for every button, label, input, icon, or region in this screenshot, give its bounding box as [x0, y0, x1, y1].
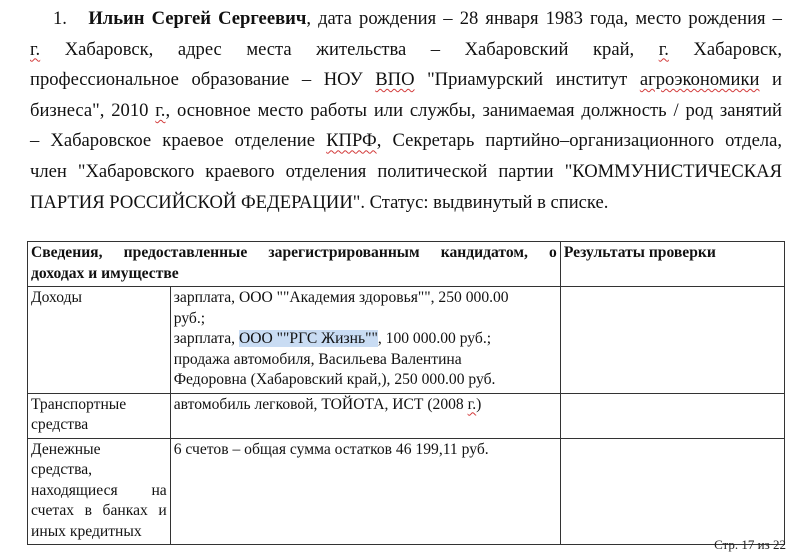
label-line: Транспортные — [31, 395, 127, 413]
paragraph-line-4 — [30, 96, 782, 127]
header-line-2: доходах и имуществе — [31, 264, 179, 282]
text-word: и — [759, 69, 783, 91]
paragraph-line-3 — [30, 65, 782, 96]
income-value — [170, 287, 560, 394]
label-line — [31, 481, 167, 502]
page-counter: Стр. 17 из 22 — [714, 537, 786, 552]
transport-value — [170, 393, 560, 438]
birth-info: , дата рождения – 28 января 1983 года, место рождения – — [306, 8, 782, 29]
text-position: , Секретарь партийно–организационного отдела, — [376, 130, 783, 152]
paragraph-line-5 — [30, 126, 782, 157]
spell-word-g: г. — [467, 395, 477, 413]
spell-word-vpo: ВПО — [375, 69, 415, 91]
status-text: Статус: выдвинутый в списке. — [369, 191, 609, 213]
paragraph-line-1 — [30, 4, 782, 35]
paragraph-line-6: член "Хабаровского краевого отделения политической партии "КОММУНИСТИЧЕСКАЯ — [30, 160, 782, 182]
label-line — [31, 501, 167, 522]
paragraph-line-2 — [30, 35, 782, 66]
text-dash: – — [430, 38, 441, 60]
income-line — [174, 329, 557, 350]
spell-word-kprf: КПРФ — [326, 130, 377, 152]
text-word: адрес — [177, 38, 222, 60]
income-line: руб.; — [173, 309, 206, 327]
label-word: на — [151, 481, 167, 499]
table-header-row — [28, 242, 785, 287]
row-label-income: Доходы — [28, 287, 171, 394]
spell-word-g: г. — [658, 38, 669, 60]
selected-text[interactable]: ООО ""РГС Жизнь"" — [238, 330, 378, 347]
result-cell — [560, 287, 784, 394]
text-word: жительства — [316, 38, 407, 60]
result-cell — [560, 438, 784, 545]
row-label-money — [28, 438, 171, 545]
text-party: ПАРТИЯ РОССИЙСКОЙ ФЕДЕРАЦИИ". — [30, 191, 370, 213]
label-word: счетах в банках — [31, 502, 148, 519]
income-text: , 100 000.00 руб.; — [377, 330, 492, 347]
header-info — [28, 242, 561, 287]
spell-word-g: г. — [155, 99, 166, 121]
table-row — [28, 287, 785, 394]
candidate-name: Ильин Сергей Сергеевич — [88, 8, 307, 29]
label-line: средства — [31, 416, 89, 433]
result-cell — [560, 393, 784, 438]
header-results: Результаты проверки — [560, 242, 784, 287]
list-number: 1. — [53, 8, 67, 29]
text-year: бизнеса", 2010 — [30, 99, 156, 121]
header-line-1: Сведения, предоставленные зарегистрированным кандидатом, о — [31, 244, 557, 261]
income-line: зарплата, ООО ""Академия здоровья"", 250 000.00 — [173, 289, 509, 306]
text-work: , основное место работы или службы, занимаемая должность / род занятий — [165, 99, 782, 121]
text-education: профессиональное образование – НОУ — [30, 69, 376, 91]
text-branch: – Хабаровское краевое отделение — [30, 130, 327, 152]
transport-text: ) — [476, 395, 482, 413]
income-property-table — [27, 241, 785, 545]
money-value: 6 счетов – общая сумма остатков 46 199,11 руб. — [170, 438, 560, 545]
row-label-transport — [28, 393, 171, 438]
table-row — [28, 438, 785, 545]
paragraph-line-7 — [30, 188, 782, 219]
text-word: Хабаровский — [464, 38, 569, 60]
spell-word-g: г. — [30, 38, 41, 60]
label-line: средства, — [31, 461, 93, 478]
label-line: Денежные — [31, 440, 101, 458]
label-word: и — [158, 502, 167, 519]
table-row — [28, 393, 785, 438]
income-line: Федоровна (Хабаровский край,), 250 000.00 руб. — [173, 371, 496, 388]
label-word: находящиеся — [31, 481, 118, 499]
text-city: Хабаровск, — [693, 38, 782, 60]
text-city: Хабаровск, — [64, 38, 154, 60]
income-line: продажа автомобиля, Васильева Валентина — [173, 350, 462, 368]
text-word: край, — [592, 38, 635, 60]
text-institute: "Приамурский институт — [414, 69, 640, 91]
label-line: иных кредитных — [31, 522, 142, 540]
text-word: места — [246, 38, 292, 60]
candidate-paragraph — [30, 4, 782, 218]
income-text: зарплата, — [173, 330, 239, 347]
transport-text: автомобиль легковой, ТОЙОТА, ИСТ (2008 — [173, 395, 468, 413]
spell-word-agro: агроэкономики — [639, 69, 760, 91]
